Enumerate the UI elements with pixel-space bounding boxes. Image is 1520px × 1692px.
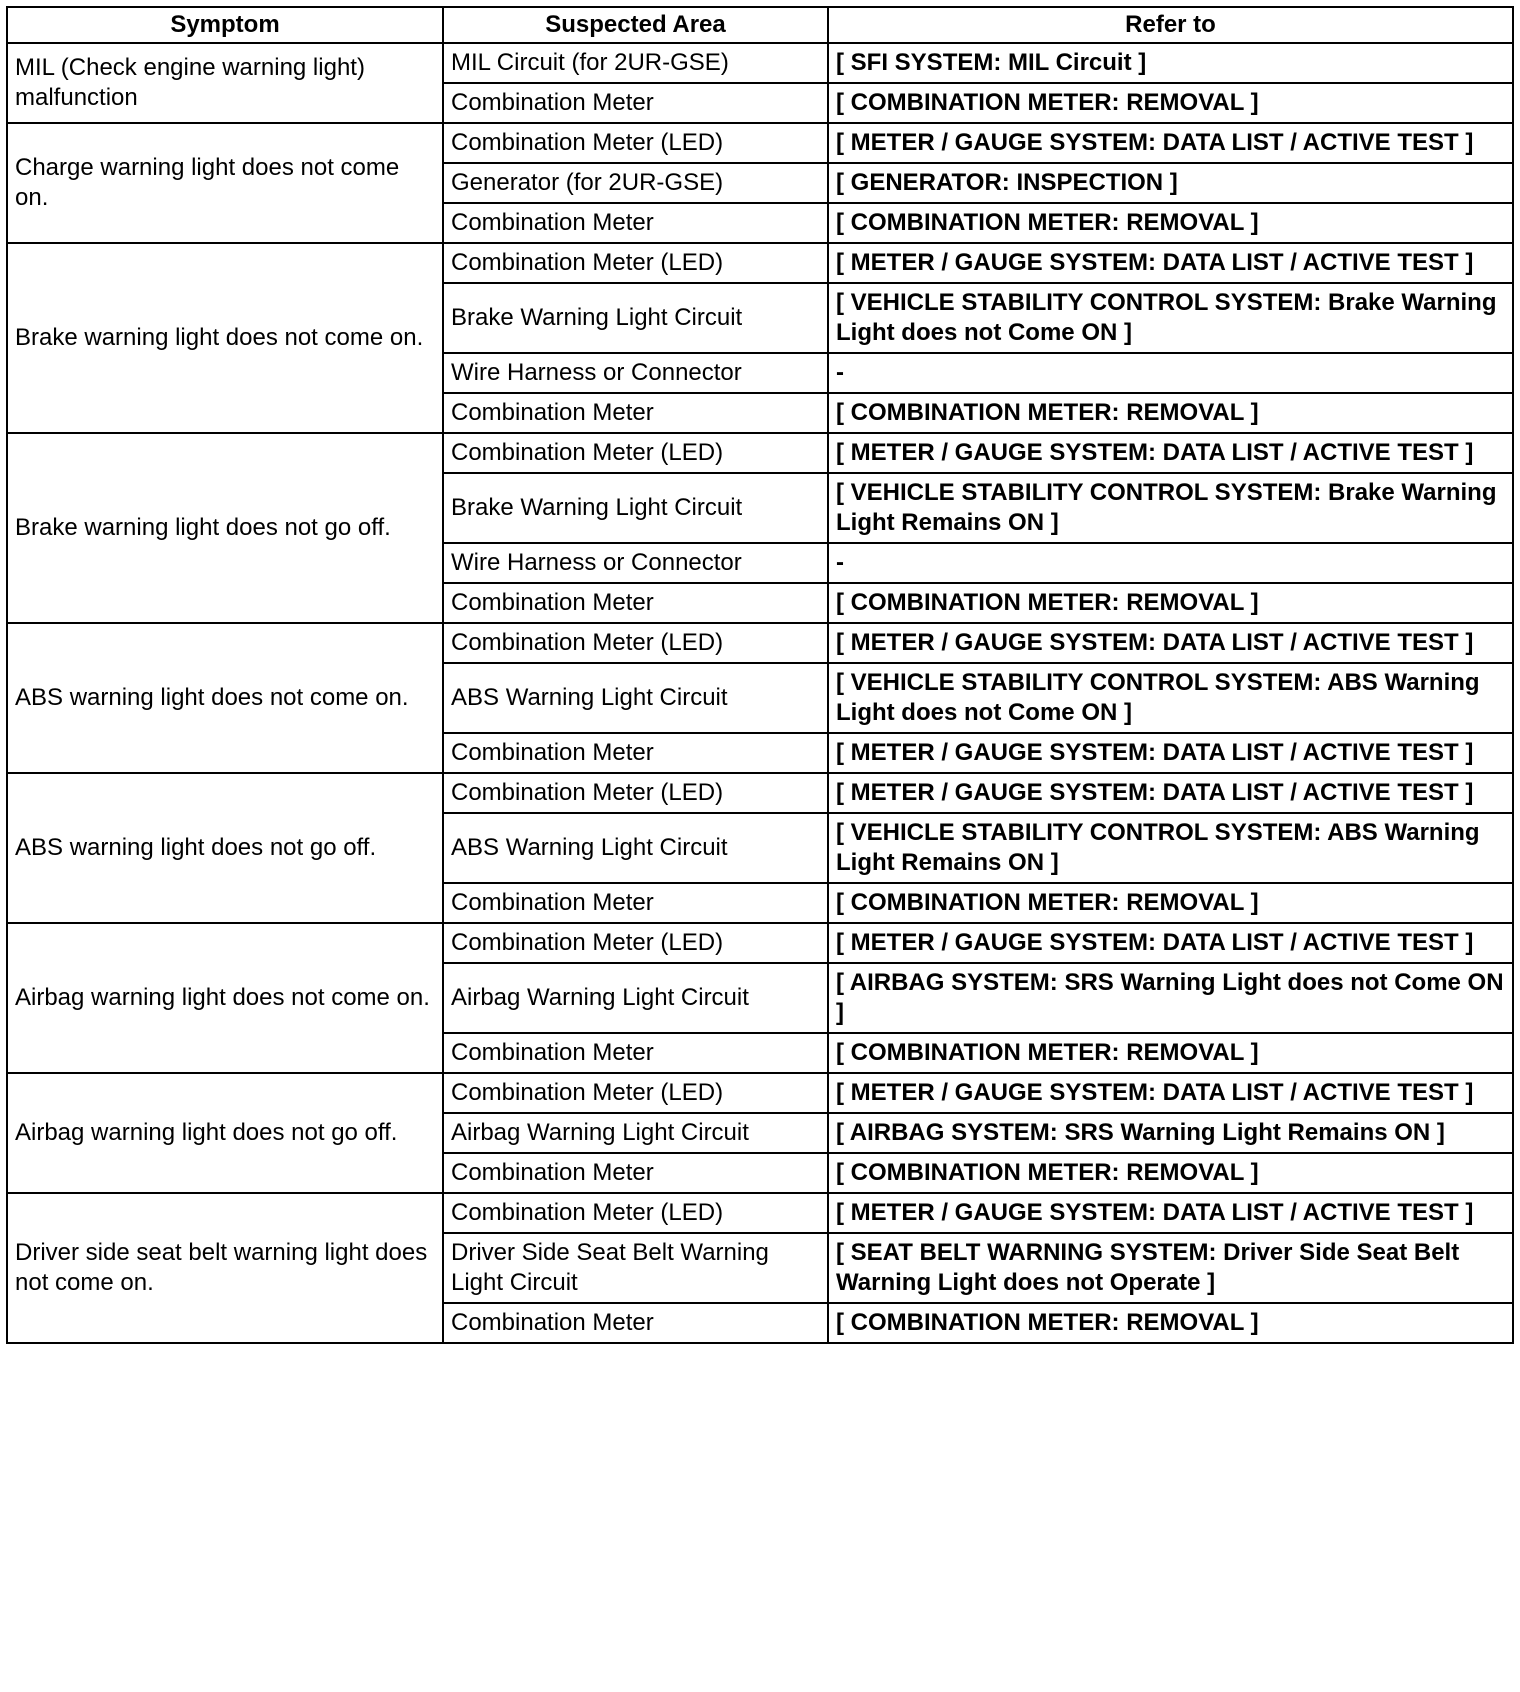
refer-to-link[interactable]: [ VEHICLE STABILITY CONTROL SYSTEM: ABS Warning Light Remains ON ] [828,813,1513,883]
suspected-area-cell: Combination Meter [443,203,828,243]
refer-to-link[interactable]: [ COMBINATION METER: REMOVAL ] [828,583,1513,623]
suspected-area-cell: Driver Side Seat Belt Warning Light Circuit [443,1233,828,1303]
suspected-area-cell: ABS Warning Light Circuit [443,813,828,883]
header-row [7,7,1513,43]
table-row [7,43,1513,83]
suspected-area-cell: Combination Meter [443,1303,828,1343]
table-row [7,1073,1513,1113]
symptom-table [6,6,1514,1344]
refer-to-link[interactable]: [ METER / GAUGE SYSTEM: DATA LIST / ACTIVE TEST ] [828,433,1513,473]
symptom-cell: Driver side seat belt warning light does not come on. [7,1193,443,1343]
suspected-area-cell: Brake Warning Light Circuit [443,473,828,543]
refer-to-link[interactable]: [ COMBINATION METER: REMOVAL ] [828,203,1513,243]
suspected-area-cell: Combination Meter [443,83,828,123]
symptom-cell: MIL (Check engine warning light) malfunction [7,43,443,123]
refer-to-link[interactable]: [ COMBINATION METER: REMOVAL ] [828,1153,1513,1193]
symptom-cell: ABS warning light does not come on. [7,623,443,773]
suspected-area-cell: Combination Meter [443,393,828,433]
refer-to-link[interactable]: [ VEHICLE STABILITY CONTROL SYSTEM: Brake Warning Light Remains ON ] [828,473,1513,543]
suspected-area-cell: Combination Meter (LED) [443,123,828,163]
refer-to-link[interactable]: [ METER / GAUGE SYSTEM: DATA LIST / ACTIVE TEST ] [828,1193,1513,1233]
suspected-area-cell: Combination Meter (LED) [443,923,828,963]
refer-to-link[interactable]: [ METER / GAUGE SYSTEM: DATA LIST / ACTIVE TEST ] [828,623,1513,663]
symptom-cell: Brake warning light does not come on. [7,243,443,433]
refer-to-link[interactable]: [ COMBINATION METER: REMOVAL ] [828,883,1513,923]
refer-to-link[interactable]: [ METER / GAUGE SYSTEM: DATA LIST / ACTIVE TEST ] [828,773,1513,813]
suspected-area-cell: Combination Meter [443,1033,828,1073]
refer-to-link[interactable]: [ VEHICLE STABILITY CONTROL SYSTEM: Brake Warning Light does not Come ON ] [828,283,1513,353]
symptom-cell: Charge warning light does not come on. [7,123,443,243]
refer-to-link[interactable]: [ COMBINATION METER: REMOVAL ] [828,83,1513,123]
suspected-area-cell: Combination Meter (LED) [443,1073,828,1113]
symptom-cell: ABS warning light does not go off. [7,773,443,923]
table-row [7,773,1513,813]
refer-to-link[interactable]: [ METER / GAUGE SYSTEM: DATA LIST / ACTIVE TEST ] [828,1073,1513,1113]
suspected-area-cell: Wire Harness or Connector [443,543,828,583]
refer-to-link[interactable]: [ SEAT BELT WARNING SYSTEM: Driver Side Seat Belt Warning Light does not Operate ] [828,1233,1513,1303]
symptom-cell: Airbag warning light does not go off. [7,1073,443,1193]
suspected-area-cell: Wire Harness or Connector [443,353,828,393]
refer-to-link[interactable]: - [828,353,1513,393]
refer-to-link[interactable]: [ COMBINATION METER: REMOVAL ] [828,1303,1513,1343]
diagnostic-table-container [6,6,1514,1344]
table-row [7,623,1513,663]
table-row [7,923,1513,963]
refer-to-link[interactable]: [ AIRBAG SYSTEM: SRS Warning Light does not Come ON ] [828,963,1513,1033]
header-refer-to: Refer to [828,7,1513,43]
suspected-area-cell: Combination Meter [443,883,828,923]
suspected-area-cell: Combination Meter [443,1153,828,1193]
symptom-cell: Airbag warning light does not come on. [7,923,443,1073]
suspected-area-cell: Combination Meter [443,733,828,773]
refer-to-link[interactable]: [ COMBINATION METER: REMOVAL ] [828,1033,1513,1073]
table-row [7,433,1513,473]
refer-to-link[interactable]: [ METER / GAUGE SYSTEM: DATA LIST / ACTIVE TEST ] [828,733,1513,773]
suspected-area-cell: Combination Meter (LED) [443,623,828,663]
suspected-area-cell: MIL Circuit (for 2UR-GSE) [443,43,828,83]
refer-to-link[interactable]: [ VEHICLE STABILITY CONTROL SYSTEM: ABS Warning Light does not Come ON ] [828,663,1513,733]
suspected-area-cell: Brake Warning Light Circuit [443,283,828,353]
suspected-area-cell: Combination Meter (LED) [443,243,828,283]
table-row [7,1193,1513,1233]
table-row [7,243,1513,283]
refer-to-link[interactable]: [ SFI SYSTEM: MIL Circuit ] [828,43,1513,83]
refer-to-link[interactable]: [ AIRBAG SYSTEM: SRS Warning Light Remains ON ] [828,1113,1513,1153]
suspected-area-cell: Combination Meter (LED) [443,433,828,473]
table-body [7,43,1513,1343]
refer-to-link[interactable]: [ METER / GAUGE SYSTEM: DATA LIST / ACTIVE TEST ] [828,923,1513,963]
suspected-area-cell: Airbag Warning Light Circuit [443,963,828,1033]
suspected-area-cell: Combination Meter (LED) [443,773,828,813]
refer-to-link[interactable]: [ COMBINATION METER: REMOVAL ] [828,393,1513,433]
header-symptom: Symptom [7,7,443,43]
header-suspected-area: Suspected Area [443,7,828,43]
suspected-area-cell: Airbag Warning Light Circuit [443,1113,828,1153]
symptom-cell: Brake warning light does not go off. [7,433,443,623]
table-row [7,123,1513,163]
suspected-area-cell: ABS Warning Light Circuit [443,663,828,733]
refer-to-link[interactable]: [ GENERATOR: INSPECTION ] [828,163,1513,203]
suspected-area-cell: Combination Meter (LED) [443,1193,828,1233]
refer-to-link[interactable]: [ METER / GAUGE SYSTEM: DATA LIST / ACTIVE TEST ] [828,123,1513,163]
refer-to-link[interactable]: [ METER / GAUGE SYSTEM: DATA LIST / ACTIVE TEST ] [828,243,1513,283]
suspected-area-cell: Generator (for 2UR-GSE) [443,163,828,203]
refer-to-link[interactable]: - [828,543,1513,583]
suspected-area-cell: Combination Meter [443,583,828,623]
